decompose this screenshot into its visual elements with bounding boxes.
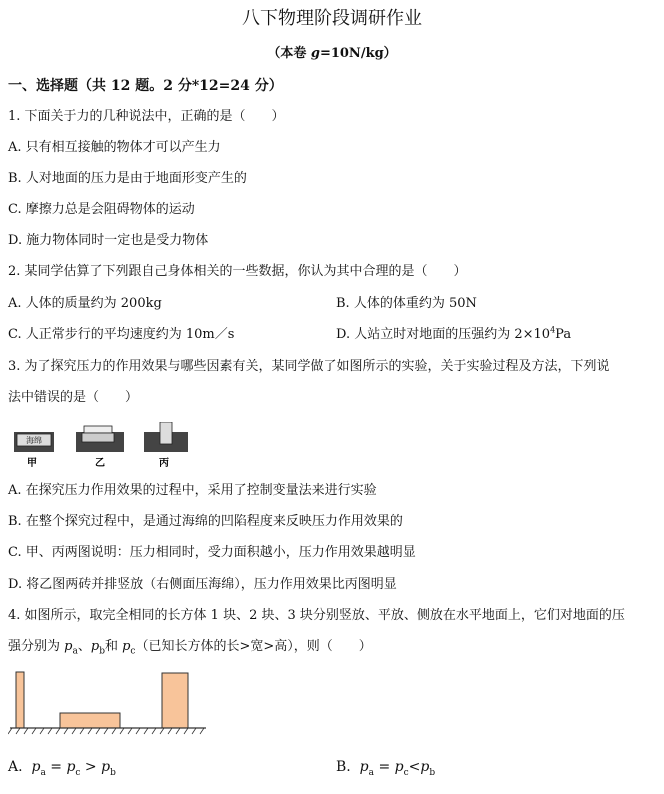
q1-option-c: C. 摩擦力总是会阻碍物体的运动 xyxy=(8,202,195,217)
fig-label-bing: 丙 xyxy=(159,458,169,469)
q4-option-b: B. $p_a = p_c<p_b$ xyxy=(336,759,436,778)
q2-stem: 2. 某同学估算了下列跟自己身体相关的一些数据，你认为其中合理的是（ ） xyxy=(8,264,467,279)
q3-option-d: D. 将乙图两砖并排竖放（右侧面压海绵），压力作用效果比丙图明显 xyxy=(8,577,397,592)
q2-option-d: D. 人站立时对地面的压强约为 $2\times 10^4Pa$ xyxy=(336,325,572,342)
q1-option-d: D. 施力物体同时一定也是受力物体 xyxy=(8,233,209,248)
q3-experiment-figure xyxy=(10,422,200,472)
fig-label-jia: 甲 xyxy=(27,458,37,469)
block-upright xyxy=(16,672,24,728)
figure-bing xyxy=(144,422,188,469)
q4-block-figure xyxy=(8,668,208,738)
figure-jia xyxy=(14,432,54,469)
q4-option-a: A. $p_a = p_c > p_b$ xyxy=(8,759,116,778)
block-flat xyxy=(60,713,120,728)
page-subtitle: （本卷 g=10N/kg） xyxy=(267,46,397,61)
q1-option-b: B. 人对地面的压力是由于地面形变产生的 xyxy=(8,171,247,186)
figure-yi xyxy=(76,426,124,469)
brick-bottom-yi xyxy=(82,433,114,442)
q2-option-a: A. 人体的质量约为 200kg xyxy=(8,296,162,311)
q2-option-c: C. 人正常步行的平均速度约为 10m／s xyxy=(8,327,235,342)
fig-label-yi: 乙 xyxy=(95,458,105,469)
q3-option-c: C. 甲、丙两图说明：压力相同时，受力面积越小，压力作用效果越明显 xyxy=(8,545,416,560)
ground-hatching xyxy=(8,728,204,734)
q2-option-b: B. 人体的体重约为 50N xyxy=(336,296,477,311)
block-side xyxy=(162,673,188,728)
q4-stem-line2: 强分别为 $p_a$、$p_b$和 $p_c$（已知长方体的长>宽>高），则（ ） xyxy=(8,639,372,657)
q3-option-a: A. 在探究压力作用效果的过程中，采用了控制变量法来进行实验 xyxy=(8,483,377,498)
brick-upright-bing xyxy=(160,422,172,444)
q3-stem-line2: 法中错误的是（ ） xyxy=(8,390,139,405)
page-title: 八下物理阶段调研作业 xyxy=(242,8,422,29)
q1-stem: 1. 下面关于力的几种说法中，正确的是（ ） xyxy=(8,109,285,124)
q3-option-b: B. 在整个探究过程中，是通过海绵的凹陷程度来反映压力作用效果的 xyxy=(8,514,403,529)
brick-top-yi xyxy=(84,426,112,433)
section-heading: 一、选择题（共 12 题。2 分*12=24 分） xyxy=(8,78,283,94)
q1-option-a: A. 只有相互接触的物体才可以产生力 xyxy=(8,140,221,155)
q4-stem-line1: 4. 如图所示，取完全相同的长方体 1 块、2 块、3 块分别竖放、平放、侧放在水平地面上，它们对地面的压 xyxy=(8,608,625,623)
q3-stem-line1: 3. 为了探究压力的作用效果与哪些因素有关，某同学做了如图所示的实验，关于实验过程及方法，下列说 xyxy=(8,359,610,374)
sponge-label: 海绵 xyxy=(26,436,42,445)
